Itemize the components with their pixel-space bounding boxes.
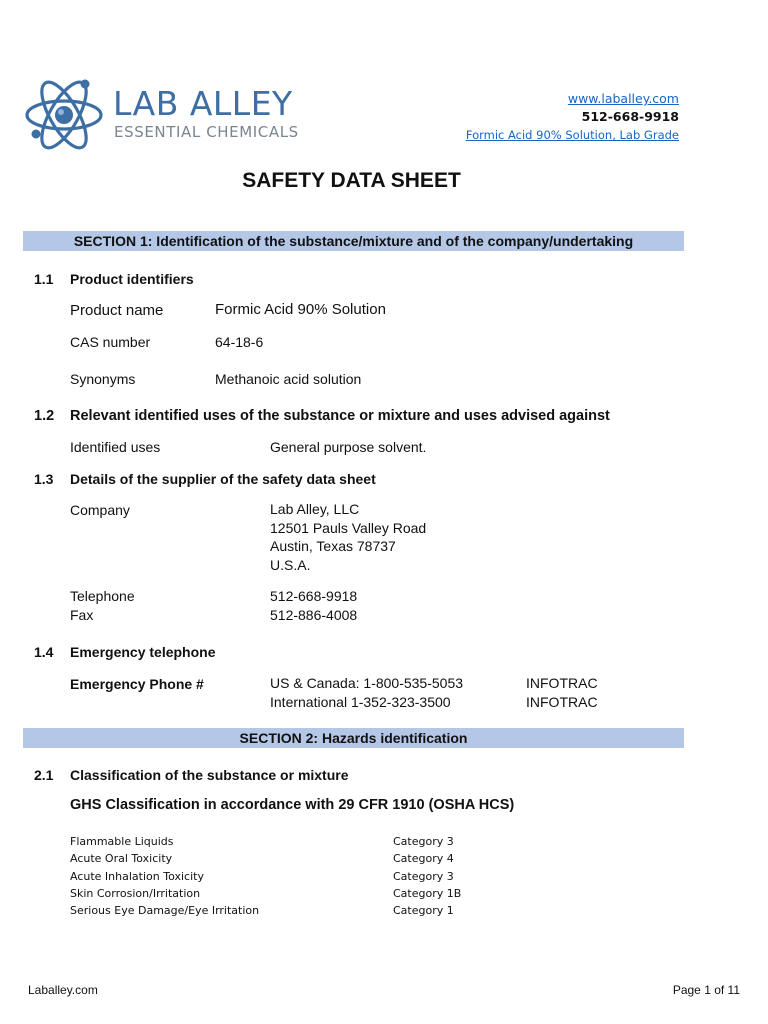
subsection-title: Relevant identified uses of the substance or mixture and uses advised against [70,408,610,424]
hazard-name: Flammable Liquids [70,835,174,848]
footer-site: Laballey.com [28,983,98,997]
fax-value: 512-886-4008 [270,606,358,623]
subsection-number: 1.4 [34,644,54,660]
subsection-title: Details of the supplier of the safety data sheet [70,471,376,487]
address-line: Austin, Texas 78737 [270,538,396,555]
category-list [393,833,461,919]
product-name-value: Formic Acid 90% Solution [215,301,386,318]
company-address [270,500,426,575]
subsection-title: Classification of the substance or mixture [70,767,349,783]
identified-uses-value: General purpose solvent. [270,439,427,455]
hazard-list [70,833,259,919]
subsection-number: 1.1 [34,271,54,287]
subsection-number: 1.3 [34,471,54,487]
address-line: U.S.A. [270,557,311,574]
cas-value: 64-18-6 [215,334,264,350]
hazard-category: Category 1B [393,886,462,900]
synonyms-value: Methanoic acid solution [215,371,362,387]
address-line: 12501 Pauls Valley Road [270,519,427,536]
emergency-numbers [270,674,463,711]
telephone-value: 512-668-9918 [270,588,358,604]
ghs-heading: GHS Classification in accordance with 29 CFR 1910 (OSHA HCS) [70,797,515,813]
hazard-name: Acute Inhalation Toxicity [70,869,204,883]
logo-title: LAB ALLEY [113,84,293,123]
emergency-provider: INFOTRAC [526,675,598,691]
product-name-label: Product name [70,302,164,319]
website-link[interactable]: www.laballey.com [567,91,679,106]
subsection-number: 2.1 [34,767,54,783]
hazard-category: Category 4 [393,852,454,866]
subsection-title: Emergency telephone [70,644,216,660]
product-link[interactable]: Formic Acid 90% Solution, Lab Grade [465,128,679,142]
atom-icon [24,70,104,160]
fax-label: Fax [70,606,94,623]
subsection-number: 1.2 [34,408,55,424]
emergency-providers [526,674,598,711]
page-number: Page 1 of 11 [672,983,740,997]
subsection-title: Product identifiers [70,271,194,287]
section-2-heading: SECTION 2: Hazards identification [23,728,684,748]
identified-uses-label: Identified uses [70,439,161,455]
section-1-heading: SECTION 1: Identification of the substance/mixture and of the company/undertaking [23,231,684,251]
hazard-name: Acute Oral Toxicity [70,852,173,866]
header-phone: 512-668-9918 [581,109,679,124]
emergency-number: International 1-352-323-3500 [270,693,451,710]
hazard-category: Category 3 [393,869,454,883]
telephone-label: Telephone [70,588,135,604]
hazard-name: Skin Corrosion/Irritation [70,886,201,900]
address-line: Lab Alley, LLC [270,501,360,517]
hazard-name: Serious Eye Damage/Eye Irritation [70,904,260,918]
contact-values [270,587,357,624]
emergency-provider: INFOTRAC [526,693,598,710]
logo-subtitle: ESSENTIAL CHEMICALS [114,123,299,141]
page-title: SAFETY DATA SHEET [242,169,461,192]
company-label: Company [70,502,130,518]
contact-labels [70,587,135,624]
cas-label: CAS number [70,334,151,350]
synonyms-label: Synonyms [70,371,136,387]
emergency-phone-label: Emergency Phone # [70,676,204,692]
hazard-category: Category 3 [393,835,454,848]
emergency-number: US & Canada: 1-800-535-5053 [270,675,464,691]
hazard-category: Category 1 [393,904,454,918]
